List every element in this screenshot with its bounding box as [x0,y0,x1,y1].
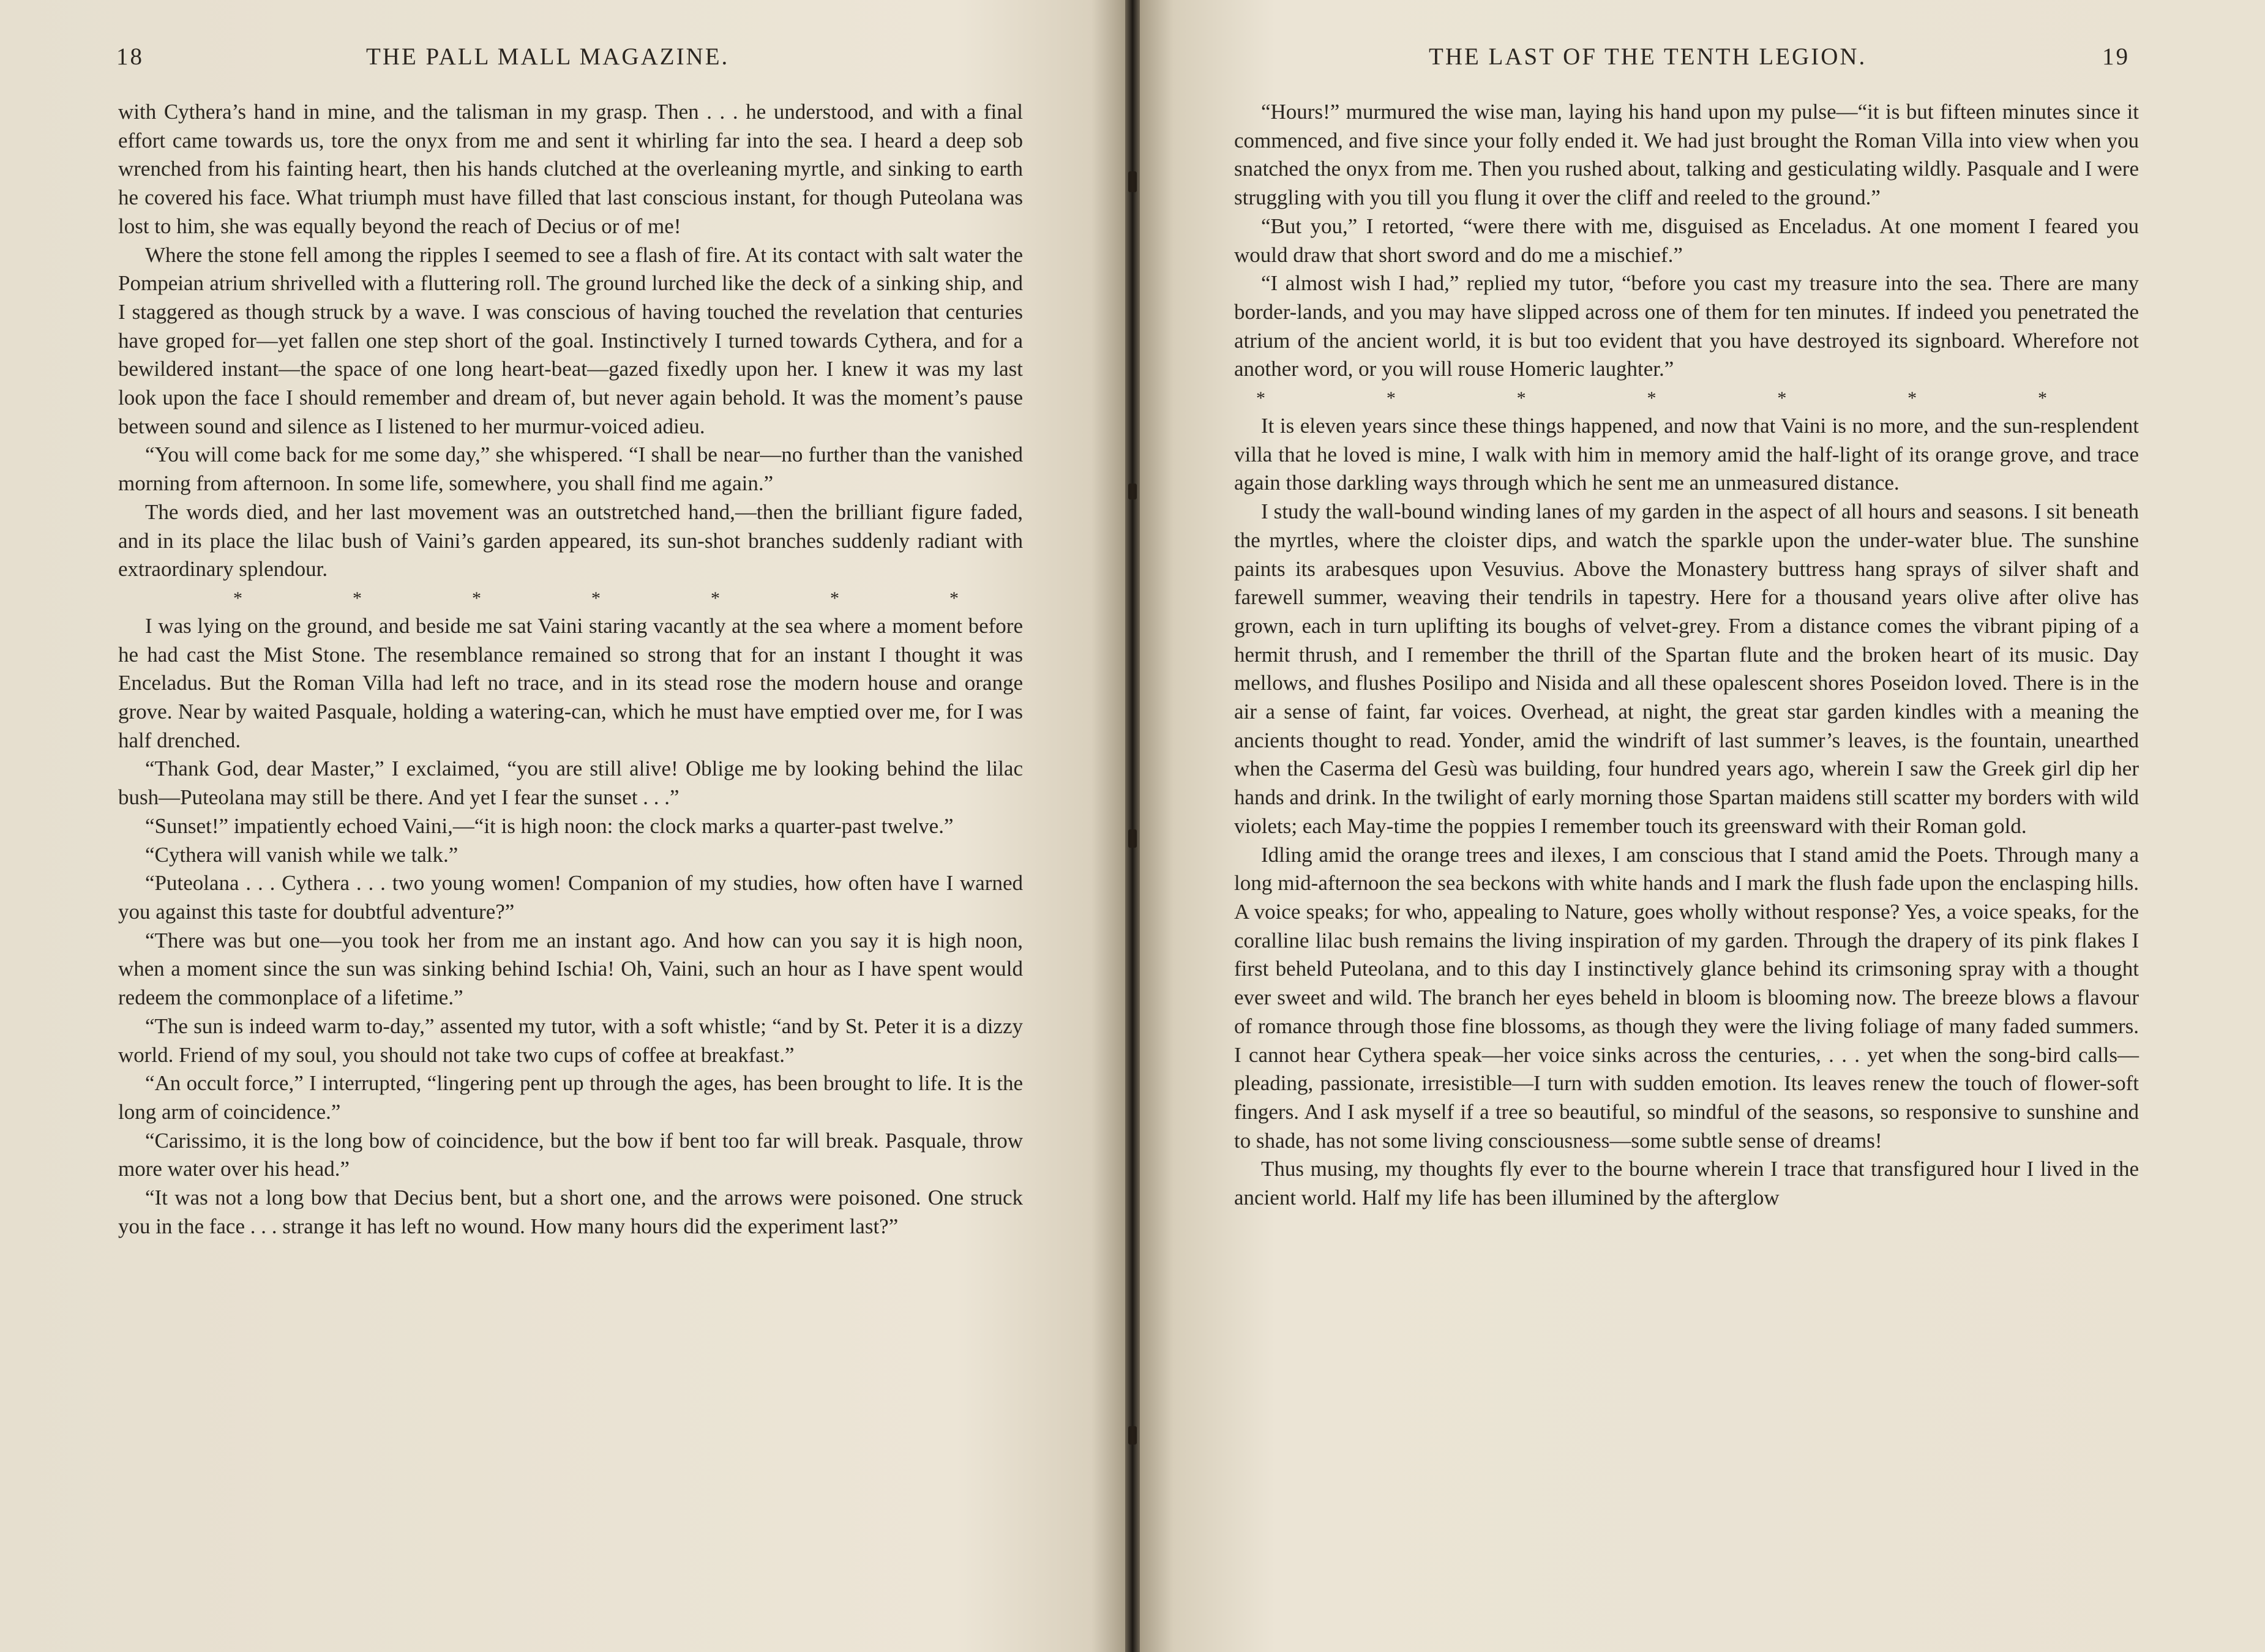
body-text [118,98,1023,1241]
paragraph: with Cythera’s hand in mine, and the talisman in my grasp. Then . . . he understood, and with a final effort came towards us, tore the onyx from me and sent it whirling far into the sea. I heard a deep sob wrenched from his fainting heart, then his hands clutched at the overleaning myrtle, and sinking to earth he covered his face. What triumph must have filled that last conscious instant, for though Puteolana was lost to him, she was equally beyond the reach of Decius or of me! [118,100,1023,238]
paragraph: “I almost wish I had,” replied my tutor, “before you cast my treasure into the sea. There are many border-lands, and you may have slipped across one of them for ten minutes. If indeed you penetrated the atrium of the ancient world, it is but too evident that you have destroyed its signboard. Wherefore not another word, or you will rouse Homeric laughter.” [1234,271,2139,381]
asterisk: * [2037,388,2047,409]
asterisk: * [472,588,481,608]
paragraph: “There was but one—you took her from me an instant ago. And how can you say it is high noon, when a moment since the sun was sinking behind Ischia! Oh, Vaini, such an hour as I have spent would redeem the commonplace of a lifetime.” [118,928,1023,1010]
asterisk: * [949,588,959,608]
running-head: THE LAST OF THE TENTH LEGION. [1429,43,1867,70]
asterisk: * [233,588,242,608]
paragraph: I was lying on the ground, and beside me sat Vaini staring vacantly at the sea where a moment before he had cast the Mist Stone. The resemblance remained so strong that for an instant I thought it was Enceladus. But the Roman Villa had left no trace, and in its stead rose the modern house and orange grove. Near by waited Pasquale, holding a watering-can, which he must have emptied over me, for I was half drenched. [118,613,1023,752]
paragraph: “Hours!” murmured the wise man, laying his hand upon my pulse—“it is but fifteen minutes since it commenced, and five since your folly ended it. We had just brought the Roman Villa into view when you snatched the onyx from me. Then you rushed about, talking and gesticulating wildly. Pasquale and I were struggling with you till you flung it over the cliff and reeled to the ground.” [1234,100,2139,210]
asterisk: * [711,588,720,608]
paragraph: “You will come back for me some day,” she whispered. “I shall be near—no further than the vanished morning from afternoon. In some life, somewhere, you shall find me again.” [118,443,1023,496]
running-head: THE PALL MALL MAGAZINE. [366,43,730,70]
paragraph: “Thank God, dear Master,” I exclaimed, “you are still alive! Oblige me by looking behind the lilac bush—Puteolana may still be there. And yet I fear the sunset . . .” [118,757,1023,810]
paragraph: Idling amid the orange trees and ilexes, I am conscious that I stand amid the Poets. Through many a long mid-afternoon the sea beckons with white hands and I mark the flush fade upon the enclasping hills. A voice speaks; for who, appealing to Nature, goes wholly without response? Yes, a voice speaks, for the coralline lilac bush remains the living inspiration of my garden. Through the drapery of its pink flakes I first beheld Puteolana, and to this day I instinctively glance behind its crimsoning spray with a thought ever sweet and wild. The branch her eyes beheld in bloom is blooming now. The breeze blows a flavour of romance through those fine blossoms, as though they were the living foliage of many faded summers. I cannot hear Cythera speak—her voice sinks across the centuries, . . . yet when the song-bird calls—pleading, passionate, irresistible—I turn with sudden emotion. Its leaves renew the touch of flower-soft fingers. And I ask myself if a tree so beautiful, so mindful of the seasons, so responsive to sunshine and to shade, has not some living consciousness—some subtle sense of dreams! [1234,842,2139,1153]
paragraph: The words died, and her last movement was an outstretched hand,—then the brilliant figure faded, and in its place the lilac bush of Vaini’s garden appeared, its sun-shot branches suddenly radiant with extraordinary splendour. [118,499,1023,581]
binding-stitch [1128,1426,1137,1445]
paragraph: I study the wall-bound winding lanes of my garden in the aspect of all hours and seasons. I sit beneath the myrtles, where the cloister dips, and watch the sparkle upon the under-water blue. The sunshine paints its arabesques upon Vesuvius. Above the Monastery buttress hang sprays of silver shaft and farewell summer, weaving their tendrils in tapestry. Here for a thousand years olive after olive has grown, each in turn uplifting its boughs of velvet-grey. From a distance comes the vibrant piping of a hermit thrush, and I remember the thrill of the Spartan flute and the broken heart of its music. Day mellows, and flushes Posilipo and Nisida and all these opalescent shores Poseidon loved. There is in the air a sense of faint, far voices. Overhead, at night, the great star garden kindles with a meaning the ancients thought to read. Yonder, amid the windrift of last summer’s leaves, is the fountain, unearthed when the Caserma del Gesù was building, four hundred years ago, wherein I saw the Greek girl dip her hands and drink. In the twilight of early morning those Spartan maidens still scatter my borders with wild violets; each May-time the poppies I remember touch its greensward with their Roman gold. [1234,499,2139,838]
asterisk: * [1256,388,1265,409]
section-break [118,586,1023,611]
asterisk: * [1907,388,1917,409]
paragraph: “It was not a long bow that Decius bent, but a short one, and the arrows were poisoned. One struck you in the face . . . strange it has left no wound. How many hours did the experiment last?” [118,1186,1023,1238]
paragraph: “An occult force,” I interrupted, “lingering pent up through the ages, has been brought to life. It is the long arm of coincidence.” [118,1071,1023,1124]
paragraph: Where the stone fell among the ripples I seemed to see a flash of fire. At its contact with salt water the Pompeian atrium shrivelled with a fluttering roll. The ground lurched like the deck of a sinking ship, and I staggered as though struck by a wave. I was conscious of having touched the revelation that centuries have groped for—yet fallen one step short of the goal. Instinctively I turned towards Cythera, and for a bewildered instant—the space of one long heart-beat—gazed fixedly upon her. I knew it was my last look upon the face I should remember and dream of, but never again behold. It was the moment’s pause between sound and silence as I listened to her murmur-voiced adieu. [118,242,1023,438]
paragraph: Thus musing, my thoughts fly ever to the bourne wherein I trace that transfigured hour I lived in the ancient world. Half my life has been illumined by the afterglow [1234,1157,2139,1210]
binding-stitch [1128,829,1137,848]
paragraph: “Carissimo, it is the long bow of coincidence, but the bow if bent too far will break. Pasquale, throw more water over his head.” [118,1128,1023,1181]
paragraph: “The sun is indeed warm to-day,” assented my tutor, with a soft whistle; “and by St. Peter it is a dizzy world. Friend of my soul, you should not take two cups of coffee at breakfast.” [118,1014,1023,1067]
book-gutter [1125,0,1140,1652]
paragraph: “Cythera will vanish while we talk.” [145,842,459,867]
paragraph: It is eleven years since these things happened, and now that Vaini is no more, and the sun-resplendent villa that he loved is mine, I walk with him in memory amid the half-light of its orange grove, and trace again those darkling ways through which he sent me an unmeasured distance. [1234,414,2139,495]
asterisk: * [353,588,362,608]
paragraphs-before-break [1234,98,2139,384]
page-number: 18 [116,43,144,70]
asterisk: * [1516,388,1526,409]
section-break [1234,386,2139,411]
asterisk: * [1647,388,1657,409]
binding-stitch [1128,484,1137,499]
asterisk: * [830,588,839,608]
page-number: 19 [2102,43,2130,70]
binding-stitch [1128,171,1137,192]
right-page [1140,0,2265,1652]
paragraph: “Sunset!” impatiently echoed Vaini,—“it is high noon: the clock marks a quarter-past twelve.” [145,813,954,838]
paragraphs-after-break [118,612,1023,1241]
paragraph: “But you,” I retorted, “were there with me, disguised as Enceladus. At one moment I feared you would draw that short sword and do me a mischief.” [1234,214,2139,267]
asterisk: * [1777,388,1787,409]
body-text [1234,98,2139,1213]
paragraphs-after-break [1234,412,2139,1213]
paragraph: “Puteolana . . . Cythera . . . two young women! Companion of my studies, how often have I warned you against this taste for doubtful adventure?” [118,871,1023,924]
paragraphs-before-break [118,98,1023,584]
asterisk: * [591,588,601,608]
left-page [0,0,1125,1652]
asterisk: * [1386,388,1396,409]
